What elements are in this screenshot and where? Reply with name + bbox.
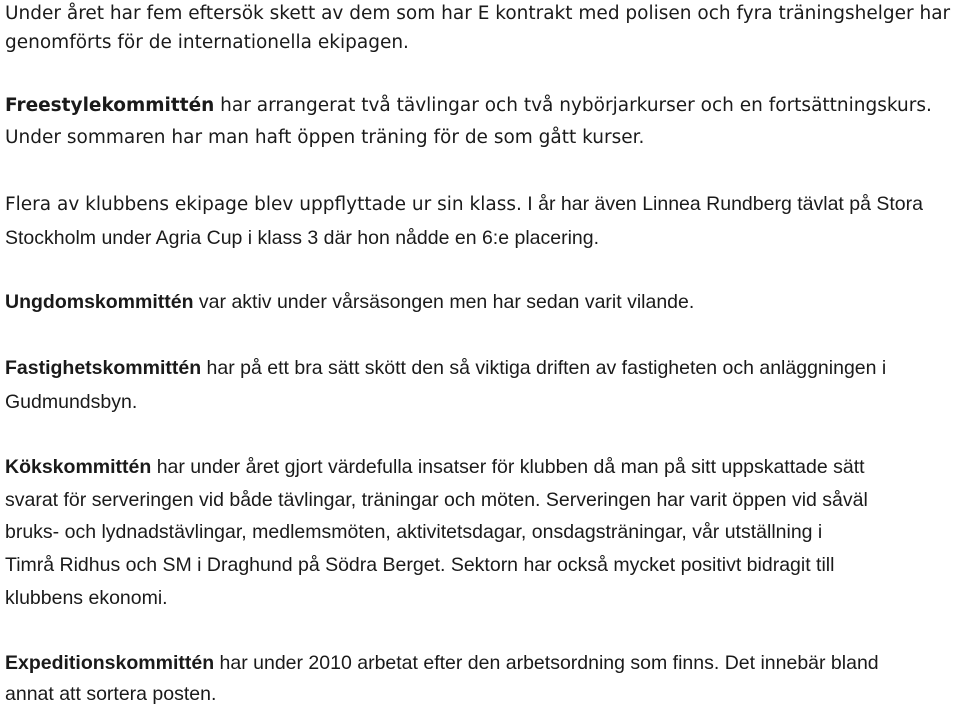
paragraph-5-line-2 [5,386,137,418]
text: har under året gjort värdefulla insatser för klubben då man på sitt uppskattade sätt [151,456,865,478]
paragraph-5-line-1 [5,352,886,384]
text: Timrå Ridhus och SM i Draghund på Södra Berget. Sektorn har också mycket positivt bidragit till [5,554,835,576]
committee-name: Expeditionskommittén [5,652,215,674]
text: bruks- och lydnadstävlingar, medlemsmöten, aktivitetsdagar, onsdagsträningar, vår utställning i [5,521,823,543]
paragraph-1-line-1 [5,0,950,30]
paragraph-4-line-1 [5,286,694,318]
paragraph-7-line-2 [5,678,216,710]
paragraph-7-line-1 [5,647,879,679]
committee-name: Fastighetskommittén [5,357,202,379]
text: har på ett bra sätt skött den så viktiga driften av fastigheten och anläggningen i [201,357,887,379]
text: har arrangerat två tävlingar och två nybörjarkurser och en fortsättningskurs. [214,95,932,116]
committee-name: Kökskommittén [5,456,152,478]
text: annat att sortera posten. [5,683,217,705]
committee-name: Ungdomskommittén [5,291,194,313]
text: klubbens ekonomi. [5,587,168,609]
committee-name: Freestylekommittén [5,95,215,116]
paragraph-6-line-1 [5,451,865,483]
paragraph-1-line-2 [5,27,409,59]
paragraph-6-line-5 [5,582,168,614]
paragraph-6-line-3 [5,516,822,548]
paragraph-3-line-1 [5,188,923,221]
paragraph-2-line-2 [5,122,644,154]
text: har under 2010 arbetat efter den arbetsordning som finns. Det innebär bland [214,652,879,674]
paragraph-6-line-2 [5,484,868,516]
text: Flera av klubbens ekipage blev uppflyttade ur sin klass. [5,194,522,215]
text: Under sommaren har man haft öppen träning för de som gått kurser. [5,127,645,148]
text: Gudmundsbyn. [5,391,138,413]
paragraph-2-line-1 [5,90,932,122]
text: genomförts för de internationella ekipagen. [5,32,409,53]
text: I år har även Linnea Rundberg tävlat på Stora [521,193,923,215]
text: var aktiv under vårsäsongen men har sedan varit vilande. [193,291,695,313]
text: Stockholm under Agria Cup i klass 3 där hon nådde en 6:e placering. [5,227,600,249]
text: Under året har fem eftersök skett av dem som har E kontrakt med polisen och fyra träningshelger har [5,3,951,24]
paragraph-6-line-4 [5,549,834,581]
text: svarat för serveringen vid både tävlingar, träningar och möten. Serveringen har varit öppen vid såväl [5,489,868,511]
paragraph-3-line-2 [5,222,599,254]
